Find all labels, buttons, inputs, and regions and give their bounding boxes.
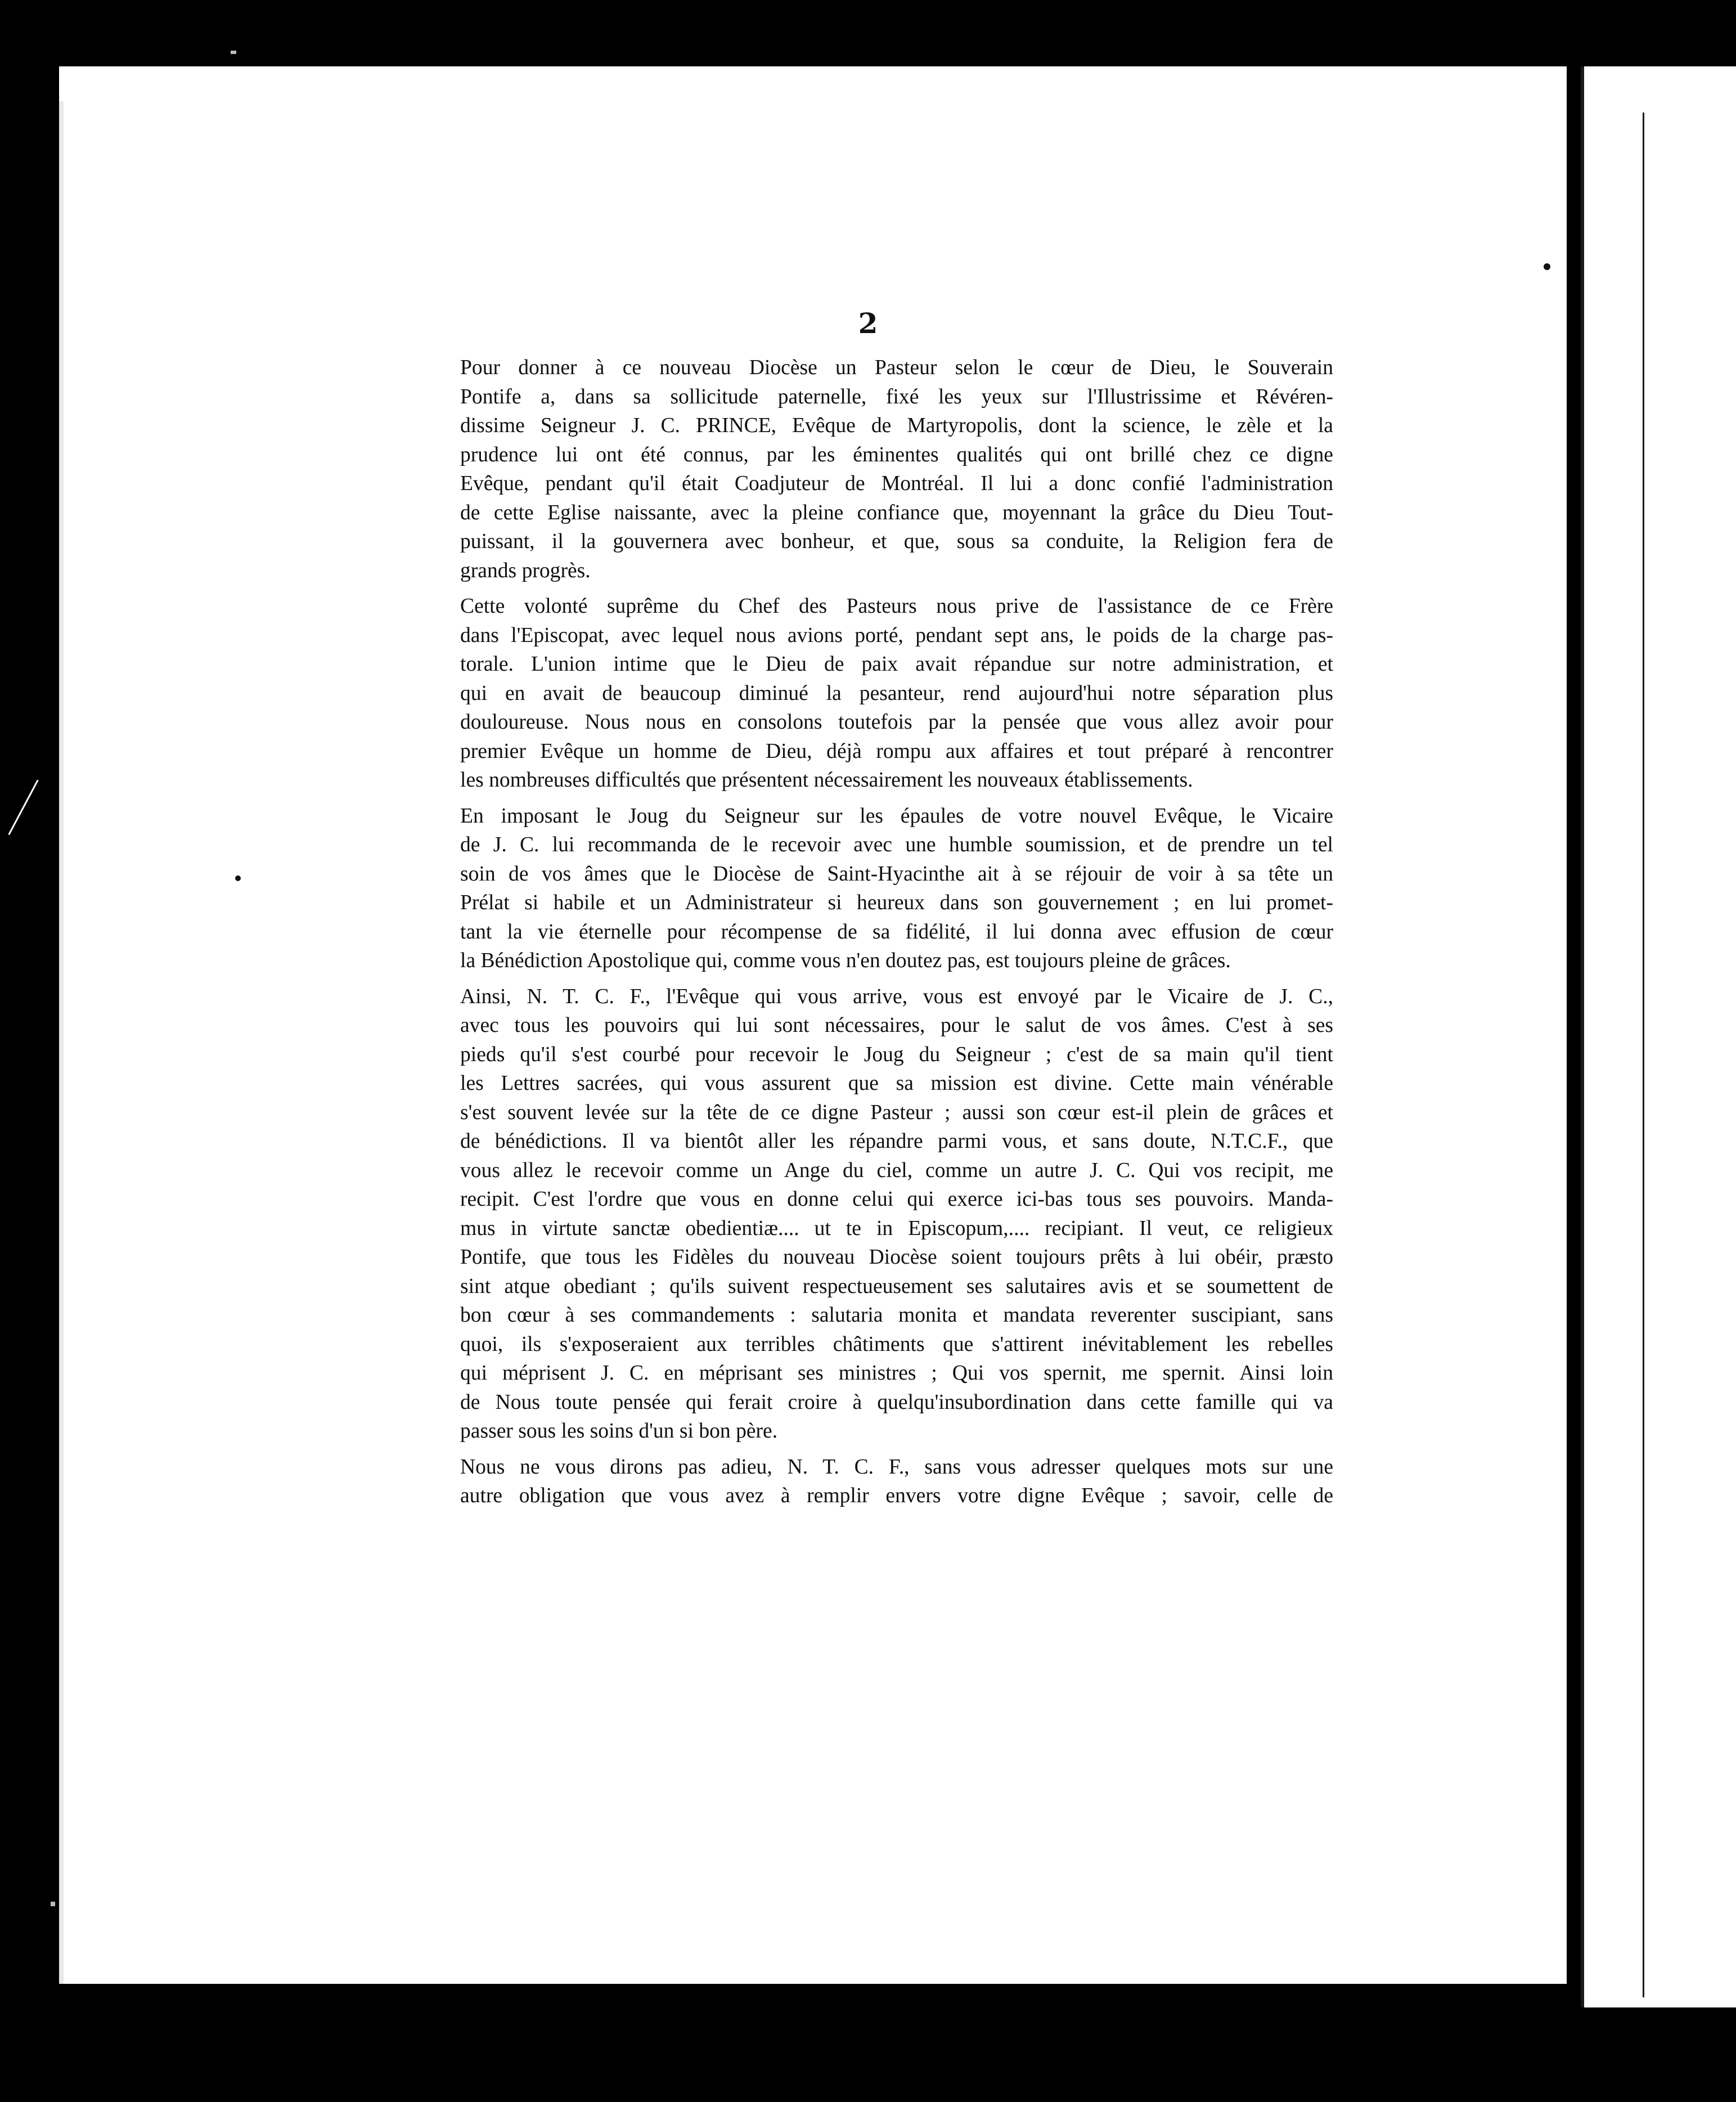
- text-line: les nombreuses difficultés que présentent nécessairement les nouveaux établissements.: [460, 769, 1193, 792]
- text-line: qui méprisent J. C. en méprisant ses ministres ; Qui vos spernit, me spernit. Ainsi loin: [460, 1362, 1333, 1385]
- adjacent-page-edge: [1581, 66, 1736, 2007]
- text-line: de cette Eglise naissante, avec la pleine confiance que, moyennant la grâce du Dieu Tout-: [460, 501, 1333, 524]
- text-line: Pontife, que tous les Fidèles du nouveau Diocèse soient toujours prêts à lui obéir, præsto: [460, 1246, 1333, 1269]
- text-line: passer sous les soins d'un si bon père.: [460, 1420, 778, 1443]
- text-line: Cette volonté suprême du Chef des Pasteurs nous prive de l'assistance de ce Frère: [460, 595, 1333, 618]
- text-line: Ainsi, N. T. C. F., l'Evêque qui vous arrive, vous est envoyé par le Vicaire de J. C.,: [460, 985, 1333, 1008]
- text-line: quoi, ils s'exposeraient aux terribles châtiments que s'attirent inévitablement les rebelles: [460, 1332, 1333, 1356]
- dust-speck: [1544, 263, 1550, 270]
- text-line: bon cœur à ses commandements : salutaria monita et mandata reverenter suscipiant, sans: [460, 1304, 1333, 1327]
- text-line: mus in virtute sanctæ obedientiæ.... ut te in Episcopum,.... recipiant. Il veut, ce religieux: [460, 1216, 1333, 1240]
- paragraph: [428, 982, 1333, 1446]
- text-line: les Lettres sacrées, qui vous assurent que sa mission est divine. Cette main vénérable: [460, 1072, 1333, 1095]
- paragraph: [428, 1453, 1333, 1511]
- text-line: autre obligation que vous avez à remplir envers votre digne Evêque ; savoir, celle de: [460, 1484, 1333, 1507]
- text-line: vous allez le recevoir comme un Ange du ciel, comme un autre J. C. Qui vos recipit, me: [460, 1158, 1333, 1182]
- text-line: avec tous les pouvoirs qui lui sont nécessaires, pour le salut de vos âmes. C'est à ses: [460, 1014, 1333, 1037]
- paragraph: [428, 592, 1333, 795]
- text-line: Nous ne vous dirons pas adieu, N. T. C. F., sans vous adresser quelques mots sur une: [460, 1455, 1333, 1479]
- text-line: soin de vos âmes que le Diocèse de Saint-Hyacinthe ait à se réjouir de voir à sa tête un: [460, 862, 1333, 886]
- text-line: recipit. C'est l'ordre que vous en donne celui qui exerce ici-bas tous ses pouvoirs. Manda-: [460, 1188, 1333, 1211]
- text-line: s'est souvent levée sur la tête de ce digne Pasteur ; aussi son cœur est-il plein de grâces et: [460, 1101, 1333, 1124]
- dust-speck: [231, 51, 236, 54]
- text-line: Prélat si habile et un Administrateur si heureux dans son gouvernement ; en lui promet-: [460, 891, 1333, 914]
- text-line: dissime Seigneur J. C. PRINCE, Evêque de Martyropolis, dont la science, le zèle et la: [460, 414, 1333, 437]
- text-line: dans l'Episcopat, avec lequel nous avions porté, pendant sept ans, le poids de la charge pas-: [460, 623, 1333, 647]
- dust-speck: [51, 1902, 55, 1906]
- adjacent-page-fold-line: [1643, 113, 1644, 1997]
- text-line: pieds qu'il s'est courbé pour recevoir le Joug du Seigneur ; c'est de sa main qu'il tient: [460, 1043, 1333, 1066]
- text-line: qui en avait de beaucoup diminué la pesanteur, rend aujourd'hui notre séparation plus: [460, 681, 1333, 705]
- text-line: premier Evêque un homme de Dieu, déjà rompu aux affaires et tout préparé à rencontrer: [460, 739, 1333, 763]
- text-line: tant la vie éternelle pour récompense de sa fidélité, il lui donna avec effusion de cœur: [460, 920, 1333, 944]
- body-text: [428, 353, 1333, 1517]
- page-number: 2: [858, 307, 878, 340]
- text-line: puissant, il la gouvernera avec bonheur, et que, sous sa conduite, la Religion fera de: [460, 530, 1333, 553]
- text-line: Pontife a, dans sa sollicitude paternelle, fixé les yeux sur l'Illustrissime et Révéren-: [460, 385, 1333, 408]
- page-edge-shadow: [59, 101, 64, 1984]
- film-scratch: [8, 780, 38, 836]
- text-line: grands progrès.: [460, 559, 591, 582]
- text-line: prudence lui ont été connus, par les éminentes qualités qui ont brillé chez ce digne: [460, 443, 1333, 466]
- paragraph: [428, 353, 1333, 585]
- text-line: Evêque, pendant qu'il était Coadjuteur de Montréal. Il lui a donc confié l'administration: [460, 472, 1333, 495]
- text-line: sint atque obediant ; qu'ils suivent respectueusement ses salutaires avis et se soumettent de: [460, 1274, 1333, 1298]
- text-line: de Nous toute pensée qui ferait croire à quelqu'insubordination dans cette famille qui va: [460, 1390, 1333, 1414]
- text-line: En imposant le Joug du Seigneur sur les épaules de votre nouvel Evêque, le Vicaire: [460, 804, 1333, 828]
- text-line: de J. C. lui recommanda de le recevoir avec une humble soumission, et de prendre un tel: [460, 833, 1333, 856]
- text-line: torale. L'union intime que le Dieu de paix avait répandue sur notre administration, et: [460, 653, 1333, 676]
- text-line: douloureuse. Nous nous en consolons toutefois par la pensée que vous allez avoir pour: [460, 711, 1333, 734]
- text-line: de bénédictions. Il va bientôt aller les répandre parmi vous, et sans doute, N.T.C.F., que: [460, 1130, 1333, 1153]
- text-line: la Bénédiction Apostolique qui, comme vous n'en doutez pas, est toujours pleine de grâces.: [460, 949, 1231, 972]
- dust-speck: [235, 875, 241, 881]
- text-line: Pour donner à ce nouveau Diocèse un Pasteur selon le cœur de Dieu, le Souverain: [460, 356, 1333, 379]
- paragraph: [428, 802, 1333, 976]
